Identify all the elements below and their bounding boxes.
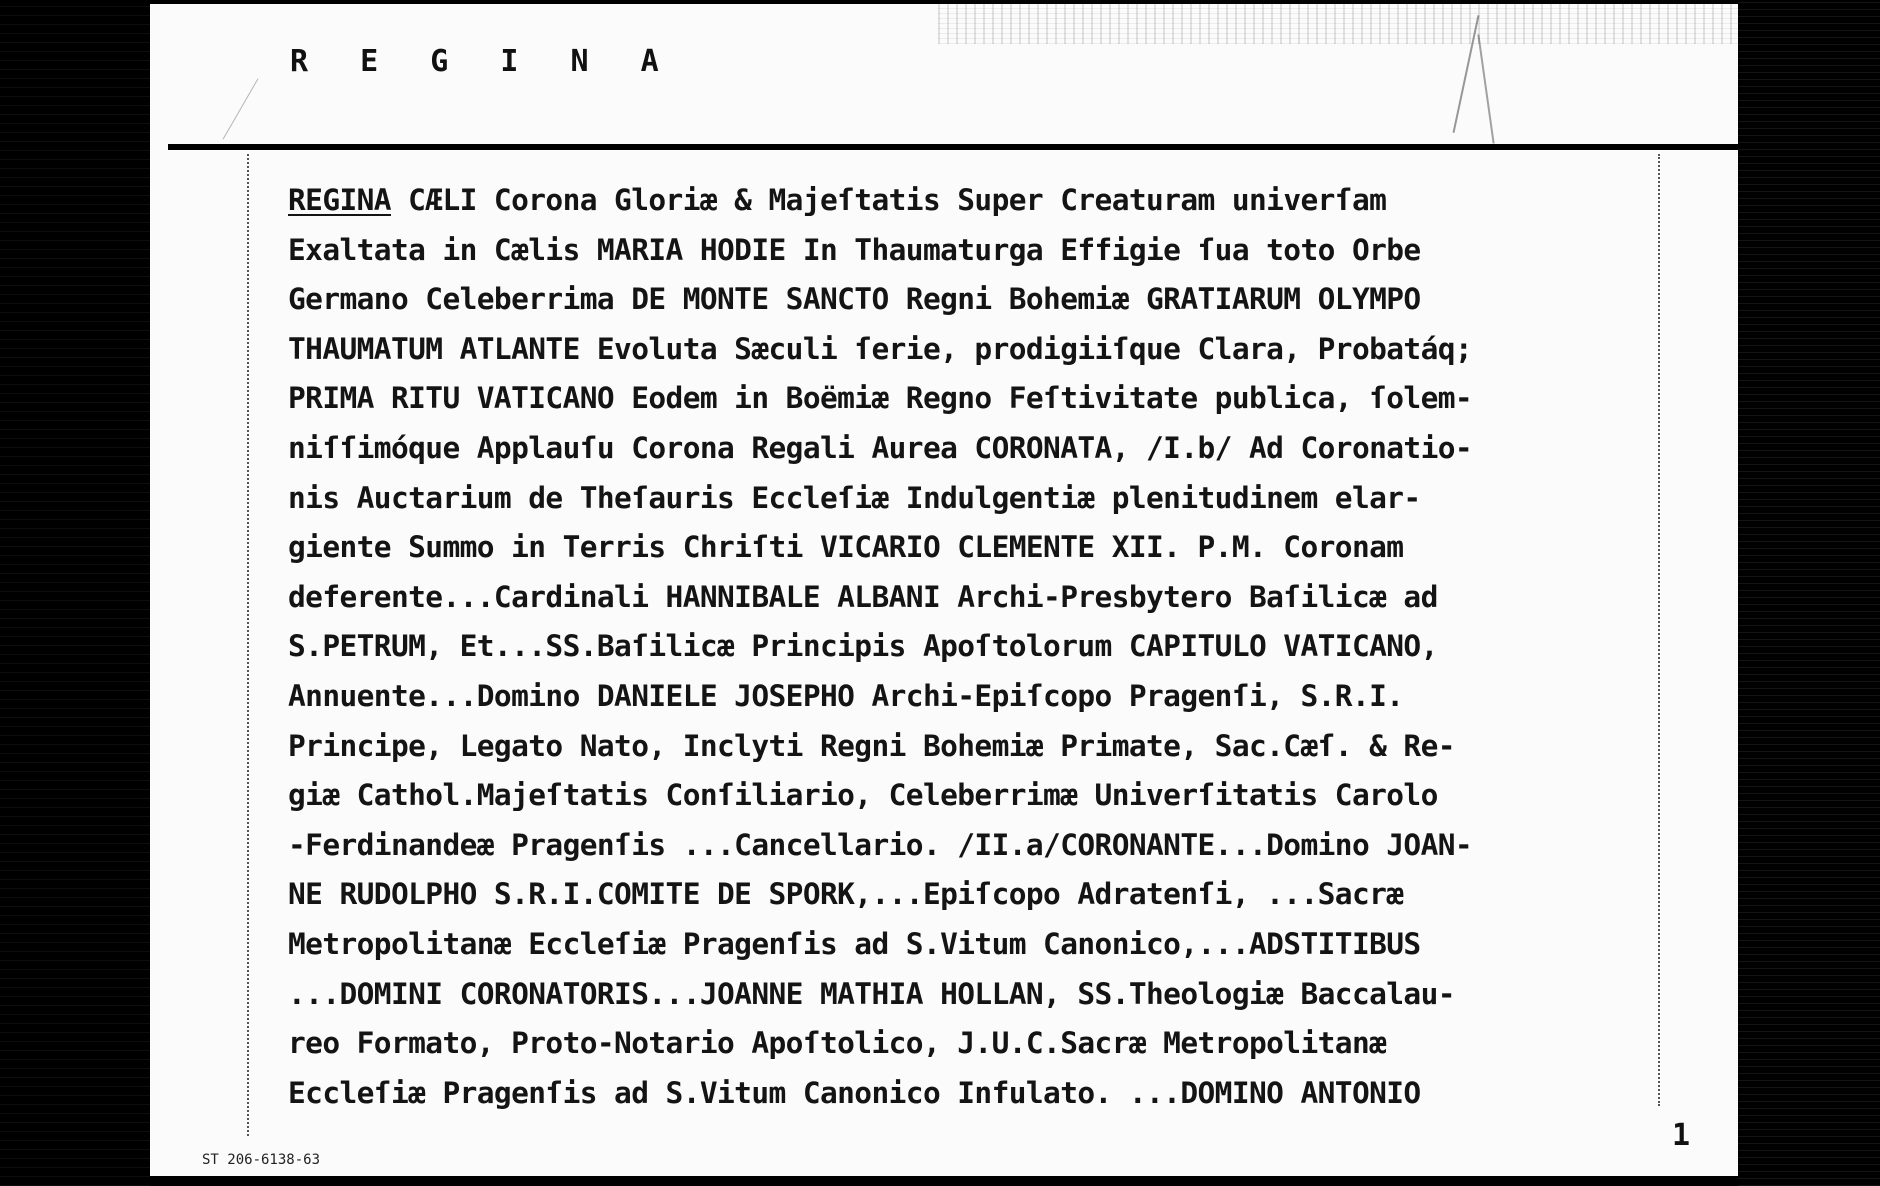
text-line: nis Auctarium de Theſauris Eccleſiæ Indulgentiæ plenitudinem elar-: [288, 480, 1421, 515]
text-line: Annuente...Domino DANIELE JOSEPHO Archi-Epiſcopo Pragenſi, S.R.I.: [288, 678, 1404, 713]
text-line: giæ Cathol.Majeſtatis Conſiliario, Celeberrimæ Univerſitatis Carolo: [288, 778, 1438, 813]
text-line: Exaltata in Cælis MARIA HODIE In Thaumaturga Effigie ſua toto Orbe: [288, 232, 1421, 267]
pencil-mark: [223, 78, 259, 139]
card-heading: R E G I N A: [290, 44, 676, 79]
text-line: PRIMA RITU VATICANO Eodem in Boëmiæ Regno Feſtivitate publica, ſolem-: [288, 381, 1473, 416]
text-line: niſſimóque Applauſu Corona Regali Aurea CORONATA, /I.b/ Ad Coronatio-: [288, 430, 1473, 465]
scan-noise: [938, 4, 1738, 44]
right-margin-line: [1658, 154, 1660, 1106]
text-line: Principe, Legato Nato, Inclyti Regni Bohemiæ Primate, Sac.Cæſ. & Re-: [288, 728, 1455, 763]
text-line: giente Summo in Terris Chriſti VICARIO CLEMENTE XII. P.M. Coronam: [288, 530, 1404, 565]
text-line: -Ferdinandeæ Pragenſis ...Cancellario. /II.a/CORONANTE...Domino JOAN-: [288, 827, 1473, 862]
footer-code: ST 206-6138-63: [202, 1152, 321, 1168]
text-line: S.PETRUM, Et...SS.Baſilicæ Principis Apoſtolorum CAPITULO VATICANO,: [288, 629, 1438, 664]
left-margin-line: [247, 154, 249, 1136]
text-line: Metropolitanæ Eccleſiæ Pragenſis ad S.Vitum Canonico,...ADSTITIBUS: [288, 926, 1421, 961]
text-line: ...DOMINI CORONATORIS...JOANNE MATHIA HOLLAN, SS.Theologiæ Baccalau-: [288, 976, 1455, 1011]
catalog-card: [150, 4, 1738, 1176]
text-line: deferente...Cardinali HANNIBALE ALBANI Archi-Presbytero Baſilicæ ad: [288, 579, 1438, 614]
pencil-mark: [1477, 34, 1494, 143]
text-line: Eccleſiæ Pragenſis ad S.Vitum Canonico Infulato. ...DOMINO ANTONIO: [288, 1075, 1421, 1110]
text-line: THAUMATUM ATLANTE Evoluta Sæculi ſerie, prodigiiſque Clara, Probatáq;: [288, 331, 1473, 366]
lead-word: REGINA: [288, 183, 391, 217]
first-line-rest: CÆLI Corona Gloriæ & Majeſtatis Super Creaturam univerſam: [390, 183, 1387, 217]
text-line: [288, 176, 1658, 226]
text-line: NE RUDOLPHO S.R.I.COMITE DE SPORK,...Epiſcopo Adratenſi, ...Sacræ: [288, 877, 1404, 912]
card-body-text: [288, 176, 1658, 1118]
text-line: Germano Celeberrima DE MONTE SANCTO Regni Bohemiæ GRATIARUM OLYMPO: [288, 282, 1421, 317]
text-line: reo Formato, Proto-Notario Apoſtolico, J.U.C.Sacræ Metropolitanæ: [288, 1026, 1387, 1061]
scan-left-border: [0, 0, 150, 1186]
header-rule: [168, 144, 1738, 150]
page-number: 1: [1672, 1118, 1691, 1153]
scan-right-border: [1738, 0, 1880, 1186]
